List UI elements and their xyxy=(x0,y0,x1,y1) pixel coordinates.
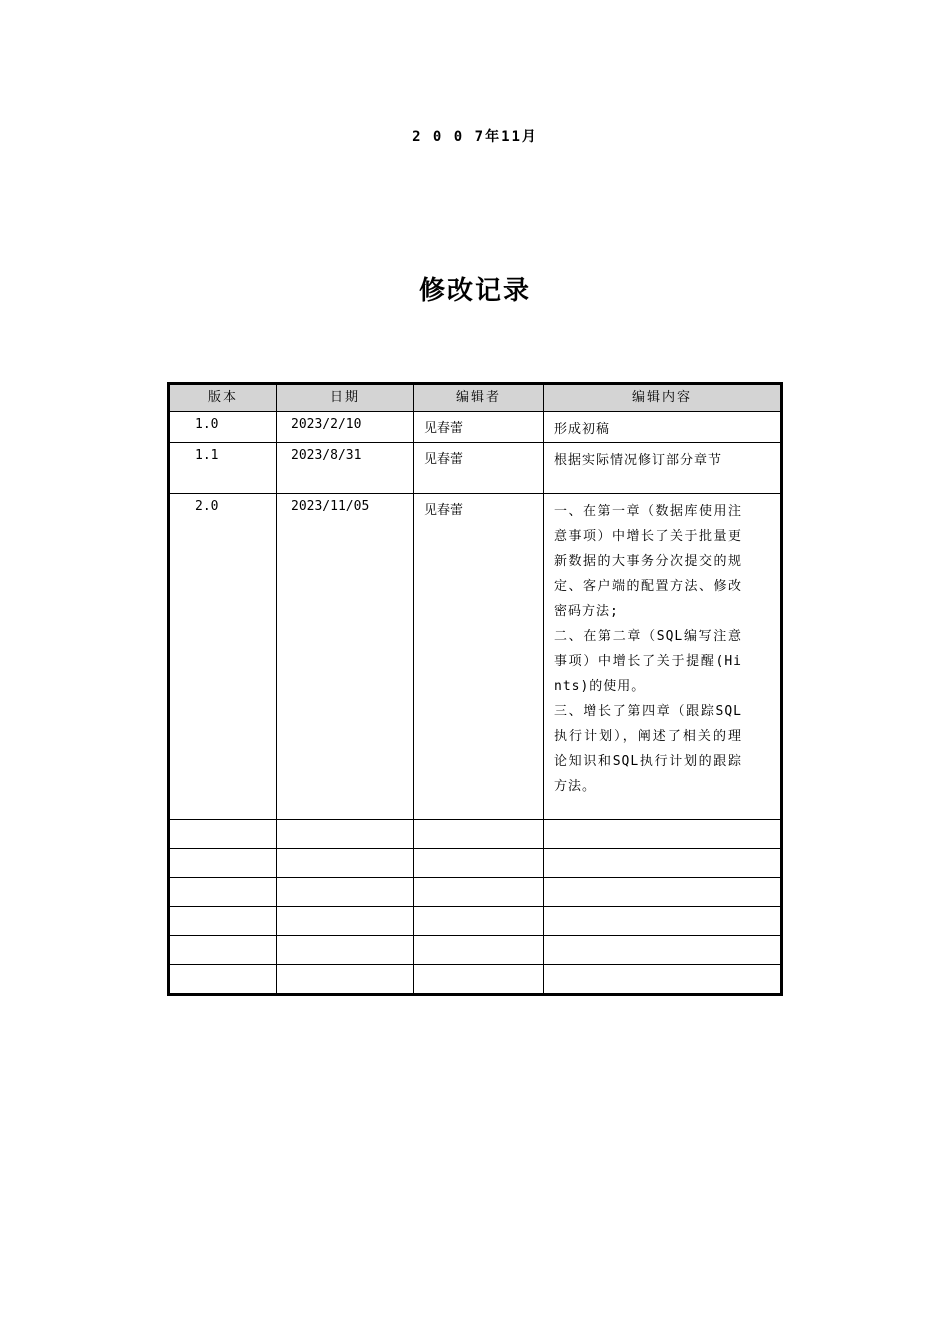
empty-cell xyxy=(277,907,414,936)
empty-cell xyxy=(170,965,277,994)
empty-cell xyxy=(277,965,414,994)
table-row xyxy=(170,412,781,443)
empty-cell xyxy=(414,965,544,994)
column-header-version: 版本 xyxy=(170,385,277,412)
empty-table-row xyxy=(170,965,781,994)
empty-cell xyxy=(277,820,414,849)
empty-table-row xyxy=(170,936,781,965)
empty-table-row xyxy=(170,820,781,849)
revision-table-container xyxy=(167,382,783,996)
editor-cell: 见春蕾 xyxy=(414,494,544,820)
empty-cell xyxy=(277,878,414,907)
empty-cell xyxy=(414,936,544,965)
empty-cell xyxy=(170,820,277,849)
empty-cell xyxy=(544,849,781,878)
table-row xyxy=(170,443,781,494)
content-text: 形成初稿 xyxy=(554,422,611,437)
column-header-date: 日期 xyxy=(277,385,414,412)
content-cell xyxy=(544,443,781,494)
date-cell: 2023/11/05 xyxy=(277,494,414,820)
version-cell: 2.0 xyxy=(170,494,277,820)
empty-cell xyxy=(170,907,277,936)
empty-cell xyxy=(544,965,781,994)
empty-cell xyxy=(170,936,277,965)
content-text: 一、在第一章（数据库使用注意事项）中增长了关于批量更新数据的大事务分次提交的规定、客户端的配置方法、修改密码方法; 二、在第二章（SQL编写注意事项）中增长了关于提醒(Hints)的使用。 三、增长了第四章（跟踪SQL执行计划），阐述了相关的理论知识和SQL执行计划的跟踪方法。 xyxy=(554,504,742,794)
revision-table xyxy=(169,384,781,994)
content-cell xyxy=(544,412,781,443)
empty-cell xyxy=(544,936,781,965)
editor-cell: 见春蕾 xyxy=(414,412,544,443)
empty-table-row xyxy=(170,907,781,936)
empty-cell xyxy=(544,820,781,849)
table-row xyxy=(170,494,781,820)
editor-cell: 见春蕾 xyxy=(414,443,544,494)
empty-cell xyxy=(544,907,781,936)
version-cell: 1.0 xyxy=(170,412,277,443)
empty-cell xyxy=(414,849,544,878)
content-cell xyxy=(544,494,781,820)
empty-cell xyxy=(277,849,414,878)
empty-cell xyxy=(414,907,544,936)
content-text: 根据实际情况修订部分章节 xyxy=(554,453,723,468)
column-header-editor: 编辑者 xyxy=(414,385,544,412)
empty-cell xyxy=(170,878,277,907)
empty-cell xyxy=(544,878,781,907)
document-date: 2 0 0 7年11月 xyxy=(412,129,538,145)
column-header-content: 编辑内容 xyxy=(544,385,781,412)
empty-cell xyxy=(277,936,414,965)
page-title: 修改记录 xyxy=(418,276,531,306)
empty-cell xyxy=(170,849,277,878)
empty-table-row xyxy=(170,878,781,907)
version-cell: 1.1 xyxy=(170,443,277,494)
empty-cell xyxy=(414,820,544,849)
date-cell: 2023/2/10 xyxy=(277,412,414,443)
empty-table-row xyxy=(170,849,781,878)
empty-cell xyxy=(414,878,544,907)
date-cell: 2023/8/31 xyxy=(277,443,414,494)
table-header-row xyxy=(170,385,781,412)
